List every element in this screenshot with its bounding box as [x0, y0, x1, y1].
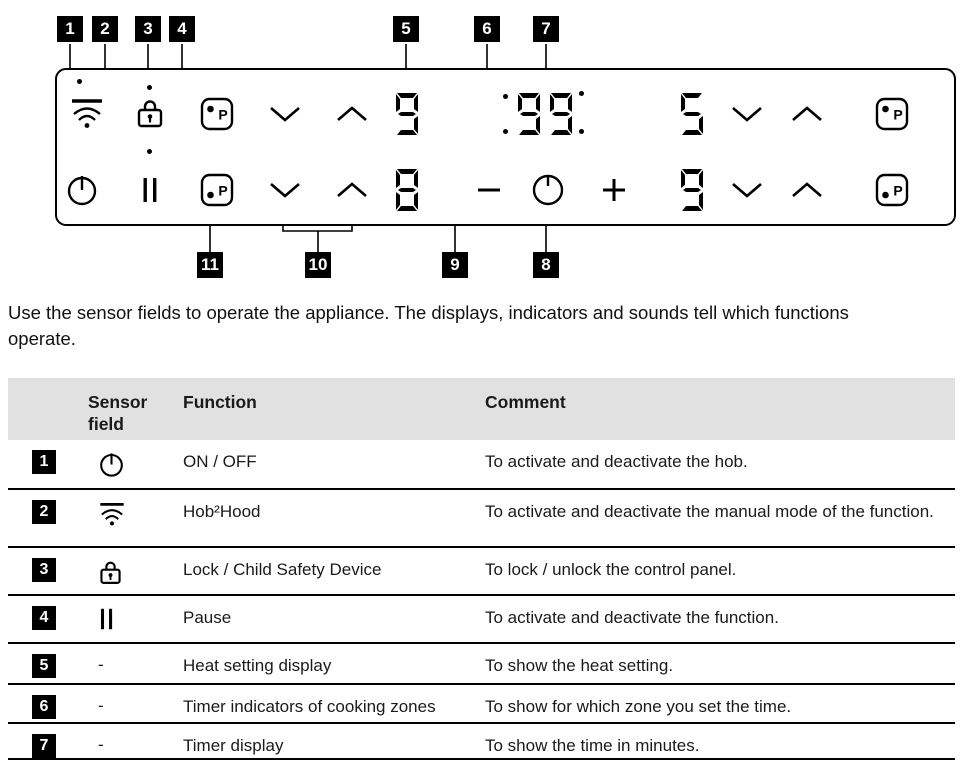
function-cell: Timer indicators of cooking zones: [183, 697, 436, 716]
heat-setting-display: [678, 167, 706, 213]
lock-icon: [88, 559, 183, 594]
row-number-badge: 5: [32, 654, 56, 678]
lock-icon: [135, 97, 165, 131]
row-number-badge: 7: [32, 734, 56, 758]
function-cell: Lock / Child Safety Device: [183, 560, 382, 579]
comment-cell: To activate and deactivate the function.: [485, 608, 779, 627]
callout-badge-5: 5: [393, 16, 419, 42]
dash-placeholder: -: [98, 696, 104, 715]
sensor-field-table: [8, 378, 955, 760]
row-number-badge: 1: [32, 450, 56, 474]
hob2hood-icon: [88, 501, 183, 546]
callout-badge-3: 3: [135, 16, 161, 42]
dash-placeholder: -: [98, 735, 104, 754]
pause-icon: [140, 176, 160, 204]
chevron-down-icon: [729, 104, 765, 124]
clock-icon: [530, 172, 566, 208]
heat-setting-display: [678, 91, 706, 137]
timer-zone-indicator-dot: [579, 91, 584, 96]
chevron-up-icon: [789, 180, 825, 200]
callout-badge-4: 4: [169, 16, 195, 42]
timer-zone-indicator-dot: [579, 129, 584, 134]
indicator-dot: [77, 79, 82, 84]
hob-control-panel: [55, 68, 956, 226]
table-row: [8, 488, 955, 546]
zone-p-icon: [875, 97, 909, 131]
callout-badge-6: 6: [474, 16, 500, 42]
timer-digits: [515, 91, 575, 137]
table-row: [8, 642, 955, 683]
intro-text: Use the sensor fields to operate the appliance. The displays, indicators and sounds tell which functions operate.: [8, 302, 849, 349]
col-header-comment: Comment: [485, 392, 566, 412]
heat-setting-display: [393, 167, 421, 213]
zone-p-icon: [200, 97, 234, 131]
comment-cell: To show the heat setting.: [485, 656, 674, 675]
row-number-badge: 2: [32, 500, 56, 524]
table-row: [8, 440, 955, 488]
control-panel-diagram: [0, 0, 963, 288]
plus-icon: [601, 177, 627, 203]
chevron-up-icon: [789, 104, 825, 124]
chevron-up-icon: [334, 180, 370, 200]
function-cell: Heat setting display: [183, 656, 332, 675]
table-row: [8, 594, 955, 642]
row-number-badge: 6: [32, 695, 56, 719]
power-boost-label: P: [218, 182, 228, 199]
comment-cell: To show for which zone you set the time.: [485, 697, 792, 716]
hob2hood-icon: [69, 97, 105, 131]
table-row: [8, 683, 955, 722]
comment-cell: To show the time in minutes.: [485, 736, 700, 755]
comment-cell: To lock / unlock the control panel.: [485, 560, 737, 579]
callout-badge-8: 8: [533, 252, 559, 278]
col-header-function: Function: [183, 392, 257, 412]
comment-cell: To activate and deactivate the manual mode of the function.: [485, 502, 934, 521]
table-header-row: [8, 378, 955, 440]
power-boost-label: P: [893, 106, 903, 123]
power-icon: [88, 451, 183, 488]
pause-icon: [88, 607, 183, 642]
row-number-badge: 3: [32, 558, 56, 582]
callout-badge-11: 11: [197, 252, 223, 278]
power-icon: [65, 173, 99, 207]
power-boost-label: P: [893, 182, 903, 199]
callout-badge-10: 10: [305, 252, 331, 278]
timer-display: [502, 88, 586, 140]
row-number-badge: 4: [32, 606, 56, 630]
chevron-down-icon: [267, 180, 303, 200]
chevron-down-icon: [267, 104, 303, 124]
chevron-down-icon: [729, 180, 765, 200]
function-cell: Timer display: [183, 736, 284, 755]
col-header-sensor-field: Sensor field: [88, 392, 148, 434]
minus-icon: [476, 177, 502, 203]
power-boost-label: P: [218, 106, 228, 123]
callout-badge-7: 7: [533, 16, 559, 42]
indicator-dot: [147, 149, 152, 154]
table-row: [8, 546, 955, 594]
comment-cell: To activate and deactivate the hob.: [485, 452, 748, 471]
zone-p-icon: [200, 173, 234, 207]
timer-zone-indicator-dot: [503, 94, 508, 99]
callout-badge-9: 9: [442, 252, 468, 278]
function-cell: Hob²Hood: [183, 502, 261, 521]
table-row: [8, 722, 955, 760]
zone-p-icon: [875, 173, 909, 207]
function-cell: Pause: [183, 608, 232, 627]
function-cell: ON / OFF: [183, 452, 257, 471]
callout-badge-2: 2: [92, 16, 118, 42]
indicator-dot: [147, 85, 152, 90]
heat-setting-display: [393, 91, 421, 137]
callout-badge-1: 1: [57, 16, 83, 42]
dash-placeholder: -: [98, 655, 104, 674]
chevron-up-icon: [334, 104, 370, 124]
timer-zone-indicator-dot: [503, 129, 508, 134]
